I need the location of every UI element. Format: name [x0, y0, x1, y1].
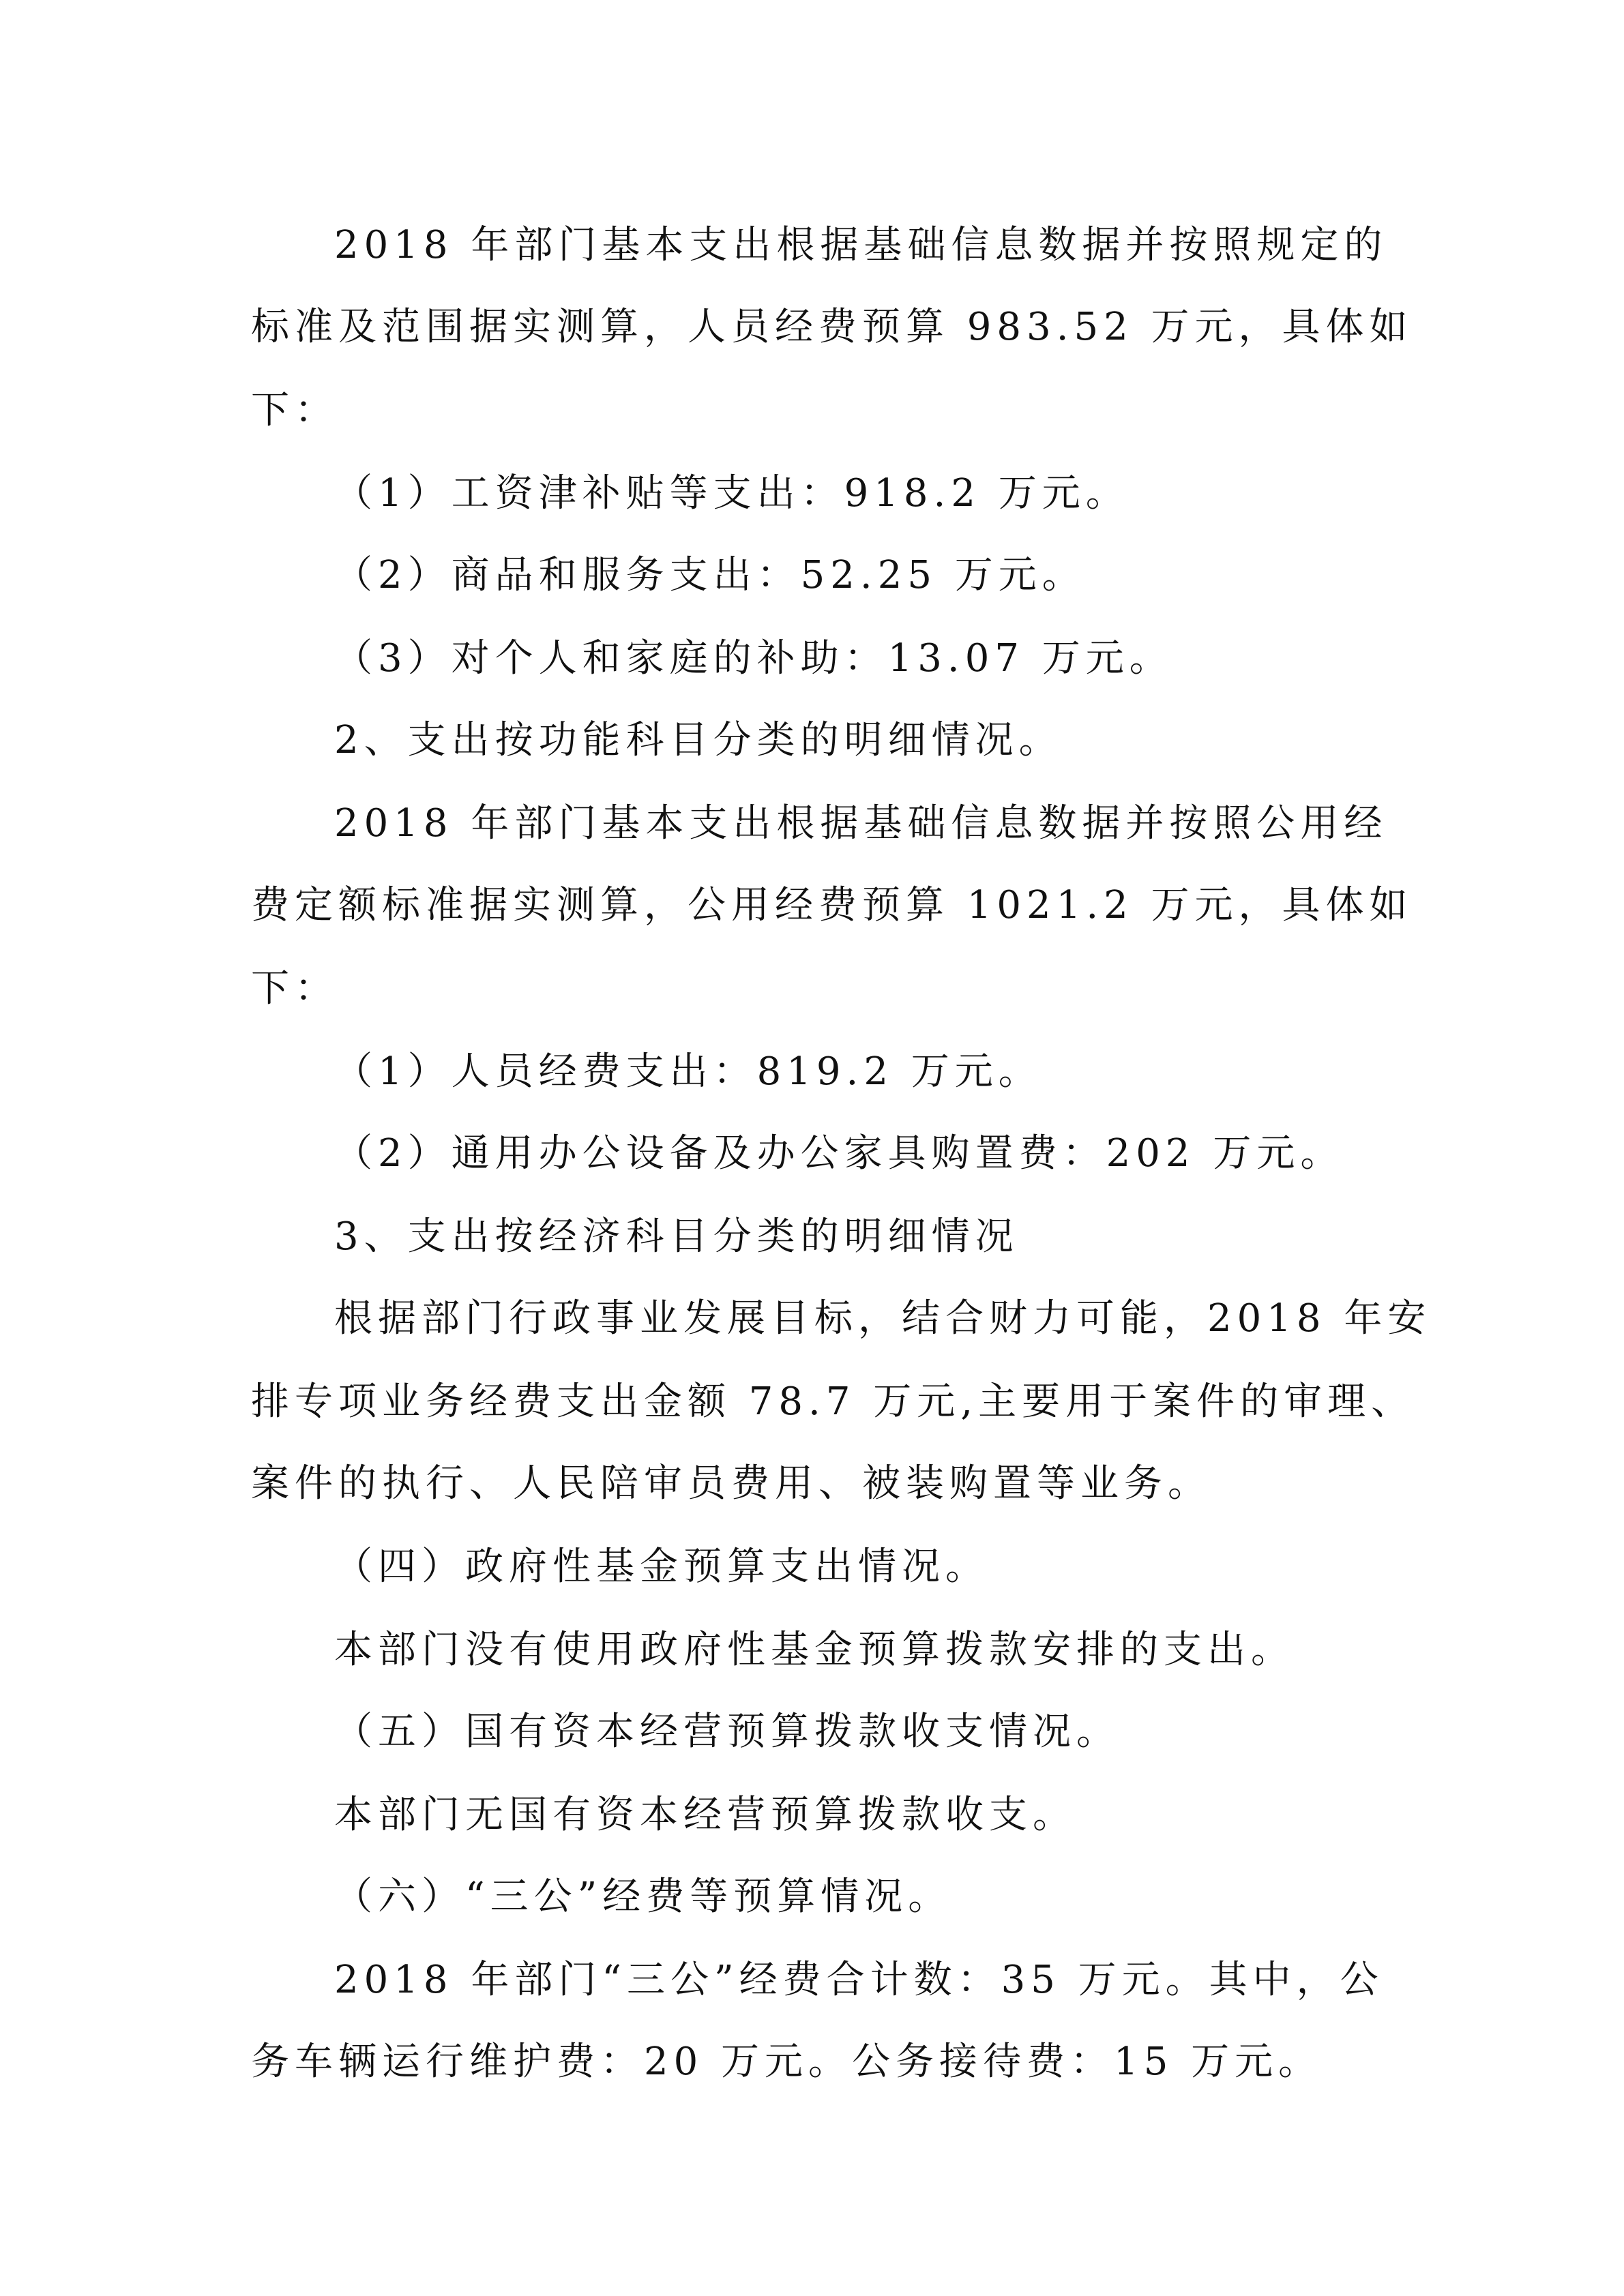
- list-item-personnel-expense: （1）人员经费支出：819.2 万元。: [334, 1049, 1042, 1094]
- paragraph-special-expense-line-1: 根据部门行政事业发展目标，结合财力可能，2018 年安: [334, 1296, 1432, 1341]
- paragraph-government-fund: 本部门没有使用政府性基金预算拨款安排的支出。: [334, 1628, 1295, 1672]
- paragraph-public-expense-line-3: 下：: [251, 966, 338, 1011]
- paragraph-three-public-line-2: 务车辆运行维护费：20 万元。公务接待费：15 万元。: [251, 2040, 1323, 2084]
- list-item-household-subsidy: （3）对个人和家庭的补助：13.07 万元。: [334, 636, 1173, 681]
- heading-economic-classification: 3、支出按经济科目分类的明细情况: [334, 1214, 1019, 1259]
- heading-functional-classification: 2、支出按功能科目分类的明细情况。: [334, 718, 1063, 762]
- heading-three-public: （六）“三公”经费等预算情况。: [334, 1875, 952, 1919]
- paragraph-state-capital: 本部门无国有资本经营预算拨款收支。: [334, 1793, 1076, 1837]
- list-item-goods-services: （2）商品和服务支出：52.25 万元。: [334, 553, 1086, 597]
- paragraph-public-expense-line-1: 2018 年部门基本支出根据基础信息数据并按照公用经: [334, 801, 1388, 846]
- list-item-office-equipment: （2）通用办公设备及办公家具购置费：202 万元。: [334, 1131, 1344, 1176]
- paragraph-special-expense-line-2: 排专项业务经费支出金额 78.7 万元,主要用于案件的审理、: [251, 1380, 1415, 1424]
- paragraph-public-expense-line-2: 费定额标准据实测算，公用经费预算 1021.2 万元，具体如: [251, 883, 1413, 927]
- heading-state-capital: （五）国有资本经营预算拨款收支情况。: [334, 1710, 1120, 1754]
- paragraph-special-expense-line-3: 案件的执行、人民陪审员费用、被装购置等业务。: [251, 1461, 1211, 1506]
- paragraph-three-public-line-1: 2018 年部门“三公”经费合计数：35 万元。其中，公: [334, 1958, 1384, 2002]
- paragraph-basic-expense-line-1: 2018 年部门基本支出根据基础信息数据并按照规定的: [334, 223, 1388, 267]
- heading-government-fund: （四）政府性基金预算支出情况。: [334, 1545, 989, 1589]
- list-item-wages: （1）工资津补贴等支出：918.2 万元。: [334, 471, 1130, 516]
- paragraph-basic-expense-line-3: 下：: [251, 388, 338, 432]
- paragraph-basic-expense-line-2: 标准及范围据实测算，人员经费预算 983.52 万元，具体如: [251, 305, 1413, 349]
